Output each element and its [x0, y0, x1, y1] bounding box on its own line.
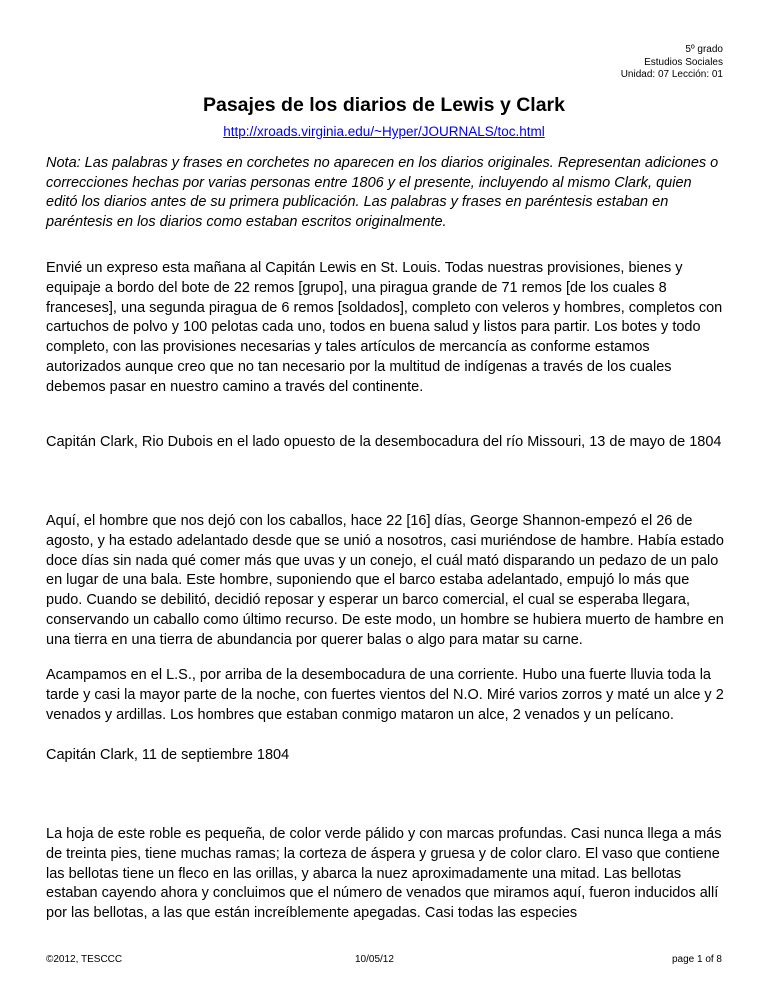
passage-paragraph: Aquí, el hombre que nos dejó con los caballos, hace 22 [16] días, George Shannon-empezó el 26 de agosto, y ha estado adelantado desde que se unió a nosotros, casi muriéndose de hambre. Había estado doce días sin nada qué comer más que uvas y un conejo, el cuál mató disparando un pedazo de un palo en lugar de una bala. Este hombre, suponiendo que el barco estaba adelantado, empujó lo más que pudo. Cuando se debilitó, decidió reposar y esperar un barco comercial, el cual se esperaba llegara, conservando un caballo como último recurso. De este modo, un hombre se hubiera muerto de hambre en una tierra en una tierra de abundancia por querer balas o algo para matar su carne. — [46, 513, 724, 648]
passage-attribution: Capitán Clark, 11 de septiembre 1804 — [46, 747, 290, 763]
footer-page-number: page 1 of 8 — [671, 954, 722, 965]
passage-paragraph: Acampamos en el L.S., por arriba de la desembocadura de una corriente. Hubo una fuerte lluvia toda la tarde y casi la mayor parte de la noche, con fuertes vientos del N.O. Miré varios zorros y maté un alce y 2 venados y ardillas. Los hombres que estaban conmigo mataron un alce, 2 venados y un pelícano. — [46, 667, 724, 723]
passage-paragraph: Envié un expreso esta mañana al Capitán Lewis en St. Louis. Todas nuestras provisiones, bienes y equipaje a bordo del bote de 22 remos [grupo], una piragua grande de 71 remos [de los cuales 8 franceses], una segunda piragua de 6 remos [soldados], completo con veleros y hombres, completos con cartuchos de polvo y 100 pelotas cada uno, todos en buena salud y listos para partir. Los botes y todo completo, con las provisiones necesarias y tales artículos de mercancía as conforme estamos autorizados aunque creo que no tan necesario por la multitud de indígenas a través de los cuales debemos pasar en nuestro camino a través del continente. — [46, 260, 723, 395]
passage-attribution: Capitán Clark, Rio Dubois en el lado opuesto de la desembocadura del río Missouri, 13 de mayo de 1804 — [46, 434, 722, 450]
source-link[interactable]: http://xroads.virginia.edu/~Hyper/JOURNALS/toc.html — [223, 124, 545, 139]
passage-paragraph: La hoja de este roble es pequeña, de color verde pálido y con marcas profundas. Casi nunca llega a más de treinta pies, tiene muchas ramas; la corteza de áspera y gruesa y de color claro. El vaso que contiene las bellotas tiene un fleco en las orillas, y abarca la nuez aproximadamente una mitad. Las bellotas estaban cayendo ahora y concluimos que el número de venados que miramos aquí, fueron inducidos allí por las bellotas, a las que están increíblemente apegadas. Casi todas las especies — [46, 826, 722, 922]
footer-copyright: ©2012, TESCCC — [46, 954, 123, 965]
editorial-note: Nota: Las palabras y frases en corchetes no aparecen en los diarios originales. Representan adiciones o correcciones hechas por varias personas entre 1806 y el presente, incluyendo al mismo Clark, quien editó los diarios antes de su primera publicación. Las palabras y frases en paréntesis estaban en paréntesis en los diarios como estaban escritos originalmente. — [46, 155, 719, 230]
footer-date: 10/05/12 — [355, 954, 394, 965]
page-title: Pasajes de los diarios de Lewis y Clark — [202, 94, 565, 116]
unit-lesson-label: Unidad: 07 Lección: 01 — [620, 69, 723, 80]
document-header — [621, 44, 723, 82]
subject-label: Estudios Sociales — [644, 56, 723, 68]
grade-label: 5º grado — [685, 44, 723, 55]
